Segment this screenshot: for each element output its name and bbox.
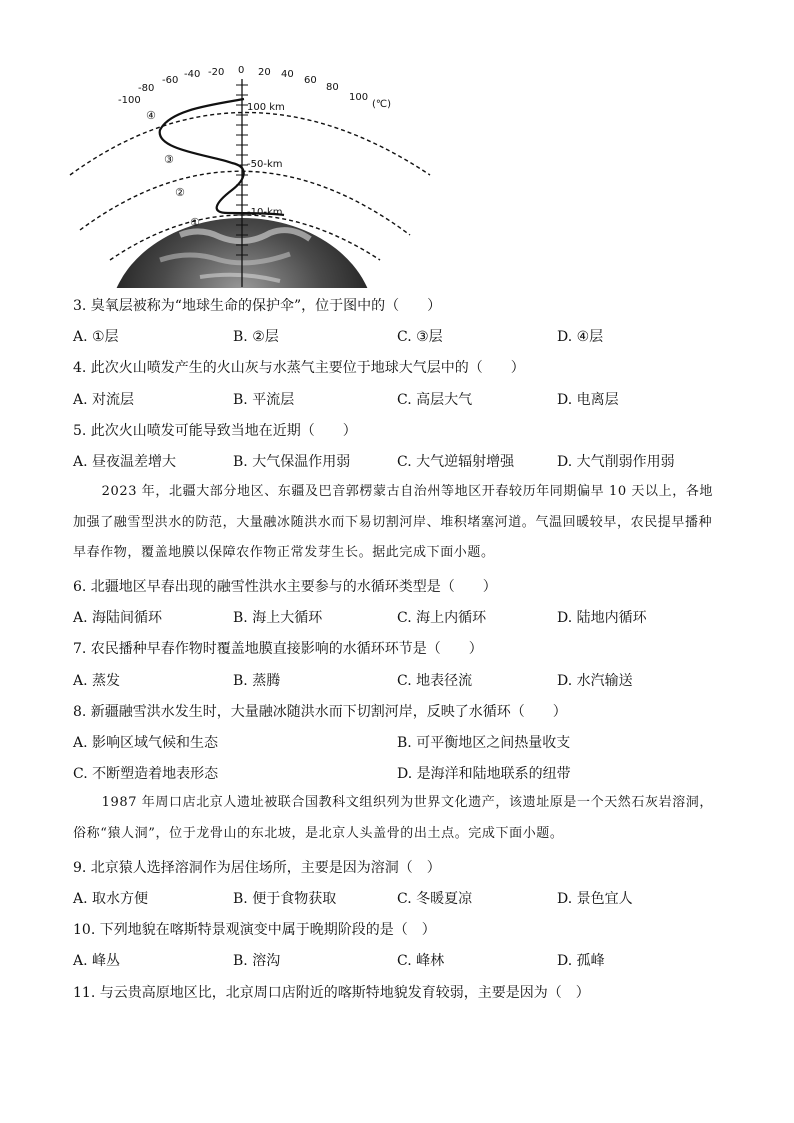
option-c[interactable]: C. 不断塑造着地表形态 (73, 766, 219, 782)
scale-label: 60 (304, 75, 317, 86)
option-d[interactable]: D. ④层 (557, 329, 604, 345)
option-a[interactable]: A. 昼夜温差增大 (73, 454, 177, 470)
option-b[interactable]: B. 可平衡地区之间热量收支 (397, 735, 571, 751)
question-stem: 7. 农民播种早春作物时覆盖地膜直接影响的水循环环节是（ ） (73, 641, 483, 657)
scale-label: -60 (162, 75, 179, 86)
scale-label: -100 (118, 95, 141, 106)
question-stem: 5. 此次火山喷发可能导致当地在近期（ ） (73, 423, 357, 439)
layer-label-2: ② (175, 186, 185, 199)
option-b[interactable]: B. 平流层 (233, 392, 295, 408)
option-d[interactable]: D. 大气削弱作用弱 (557, 454, 675, 470)
option-c[interactable]: C. 冬暖夏凉 (397, 891, 473, 907)
option-c[interactable]: C. 大气逆辐射增强 (397, 454, 515, 470)
option-c[interactable]: C. 海上内循环 (397, 610, 487, 626)
option-d[interactable]: D. 景色宜人 (557, 891, 633, 907)
option-b[interactable]: B. 蒸腾 (233, 673, 281, 689)
scale-label: 20 (258, 67, 271, 78)
reading-passage: 2023 年，北疆大部分地区、东疆及巴音郭楞蒙古自治州等地区开春较历年同期偏早 10 天以上，各地加强了融雪型洪水的防范，大量融冰随洪水而下易切割河岸、堆积堵塞河道。气温回暖较早，农民提早播种早春作物，覆盖地膜以保障农作物正常发芽生长。据此完成下面小题。 (73, 484, 714, 560)
option-a[interactable]: A. 海陆间循环 (73, 610, 163, 626)
question-stem: 3. 臭氧层被称为“地球生命的保护伞”，位于图中的（ ） (73, 298, 442, 314)
atmosphere-layer-diagram (60, 55, 440, 290)
reading-passage: 1987 年周口店北京人遗址被联合国教科文组织列为世界文化遗产，该遗址原是一个天然石灰岩溶洞，俗称“猿人洞”，位于龙骨山的东北坡，是北京人头盖骨的出土点。完成下面小题。 (73, 795, 714, 841)
option-b[interactable]: B. ②层 (233, 329, 279, 345)
option-a[interactable]: A. 蒸发 (73, 673, 121, 689)
option-c[interactable]: C. 地表径流 (397, 673, 473, 689)
option-a[interactable]: A. 取水方便 (73, 891, 149, 907)
layer-label-3: ③ (164, 153, 174, 166)
scale-label: -20 (208, 67, 225, 78)
option-a[interactable]: A. ①层 (73, 329, 119, 345)
scale-label: 0 (238, 65, 245, 76)
scale-label: -80 (138, 83, 155, 94)
question-stem: 9. 北京猿人选择溶洞作为居住场所，主要是因为溶洞（ ） (73, 860, 441, 876)
scale-label: -40 (184, 69, 201, 80)
question-stem: 8. 新疆融雪洪水发生时，大量融冰随洪水而下切割河岸，反映了水循环（ ） (73, 704, 567, 720)
option-d[interactable]: D. 电离层 (557, 392, 619, 408)
option-d[interactable]: D. 孤峰 (557, 953, 605, 969)
option-a[interactable]: A. 峰丛 (73, 953, 121, 969)
layer-label-4: ④ (146, 109, 156, 122)
scale-label: 100 (349, 92, 369, 103)
scale-label: 80 (326, 82, 339, 93)
question-stem: 10. 下列地貌在喀斯特景观演变中属于晚期阶段的是（ ） (73, 922, 436, 938)
height-label-100km: 100 km (247, 102, 285, 113)
height-label-50km: -50-km (247, 159, 283, 170)
scale-unit-label: (℃) (372, 99, 392, 110)
option-a[interactable]: A. 影响区域气候和生态 (73, 735, 219, 751)
height-label-10km: -10-km (247, 207, 283, 218)
option-b[interactable]: B. 大气保温作用弱 (233, 454, 351, 470)
option-d[interactable]: D. 陆地内循环 (557, 610, 647, 626)
question-stem: 11. 与云贵高原地区比，北京周口店附近的喀斯特地貌发育较弱，主要是因为（ ） (73, 985, 590, 1001)
option-b[interactable]: B. 便于食物获取 (233, 891, 337, 907)
option-c[interactable]: C. ③层 (397, 329, 443, 345)
option-b[interactable]: B. 溶沟 (233, 953, 281, 969)
option-b[interactable]: B. 海上大循环 (233, 610, 323, 626)
question-stem: 6. 北疆地区早春出现的融雪性洪水主要参与的水循环类型是（ ） (73, 579, 497, 595)
option-d[interactable]: D. 是海洋和陆地联系的纽带 (397, 766, 571, 782)
option-c[interactable]: C. 峰林 (397, 953, 445, 969)
layer-label-1: ① (190, 216, 200, 229)
scale-label: 40 (281, 69, 294, 80)
option-c[interactable]: C. 高层大气 (397, 392, 473, 408)
option-a[interactable]: A. 对流层 (73, 392, 135, 408)
option-d[interactable]: D. 水汽输送 (557, 673, 633, 689)
question-stem: 4. 此次火山喷发产生的火山灰与水蒸气主要位于地球大气层中的（ ） (73, 360, 525, 376)
